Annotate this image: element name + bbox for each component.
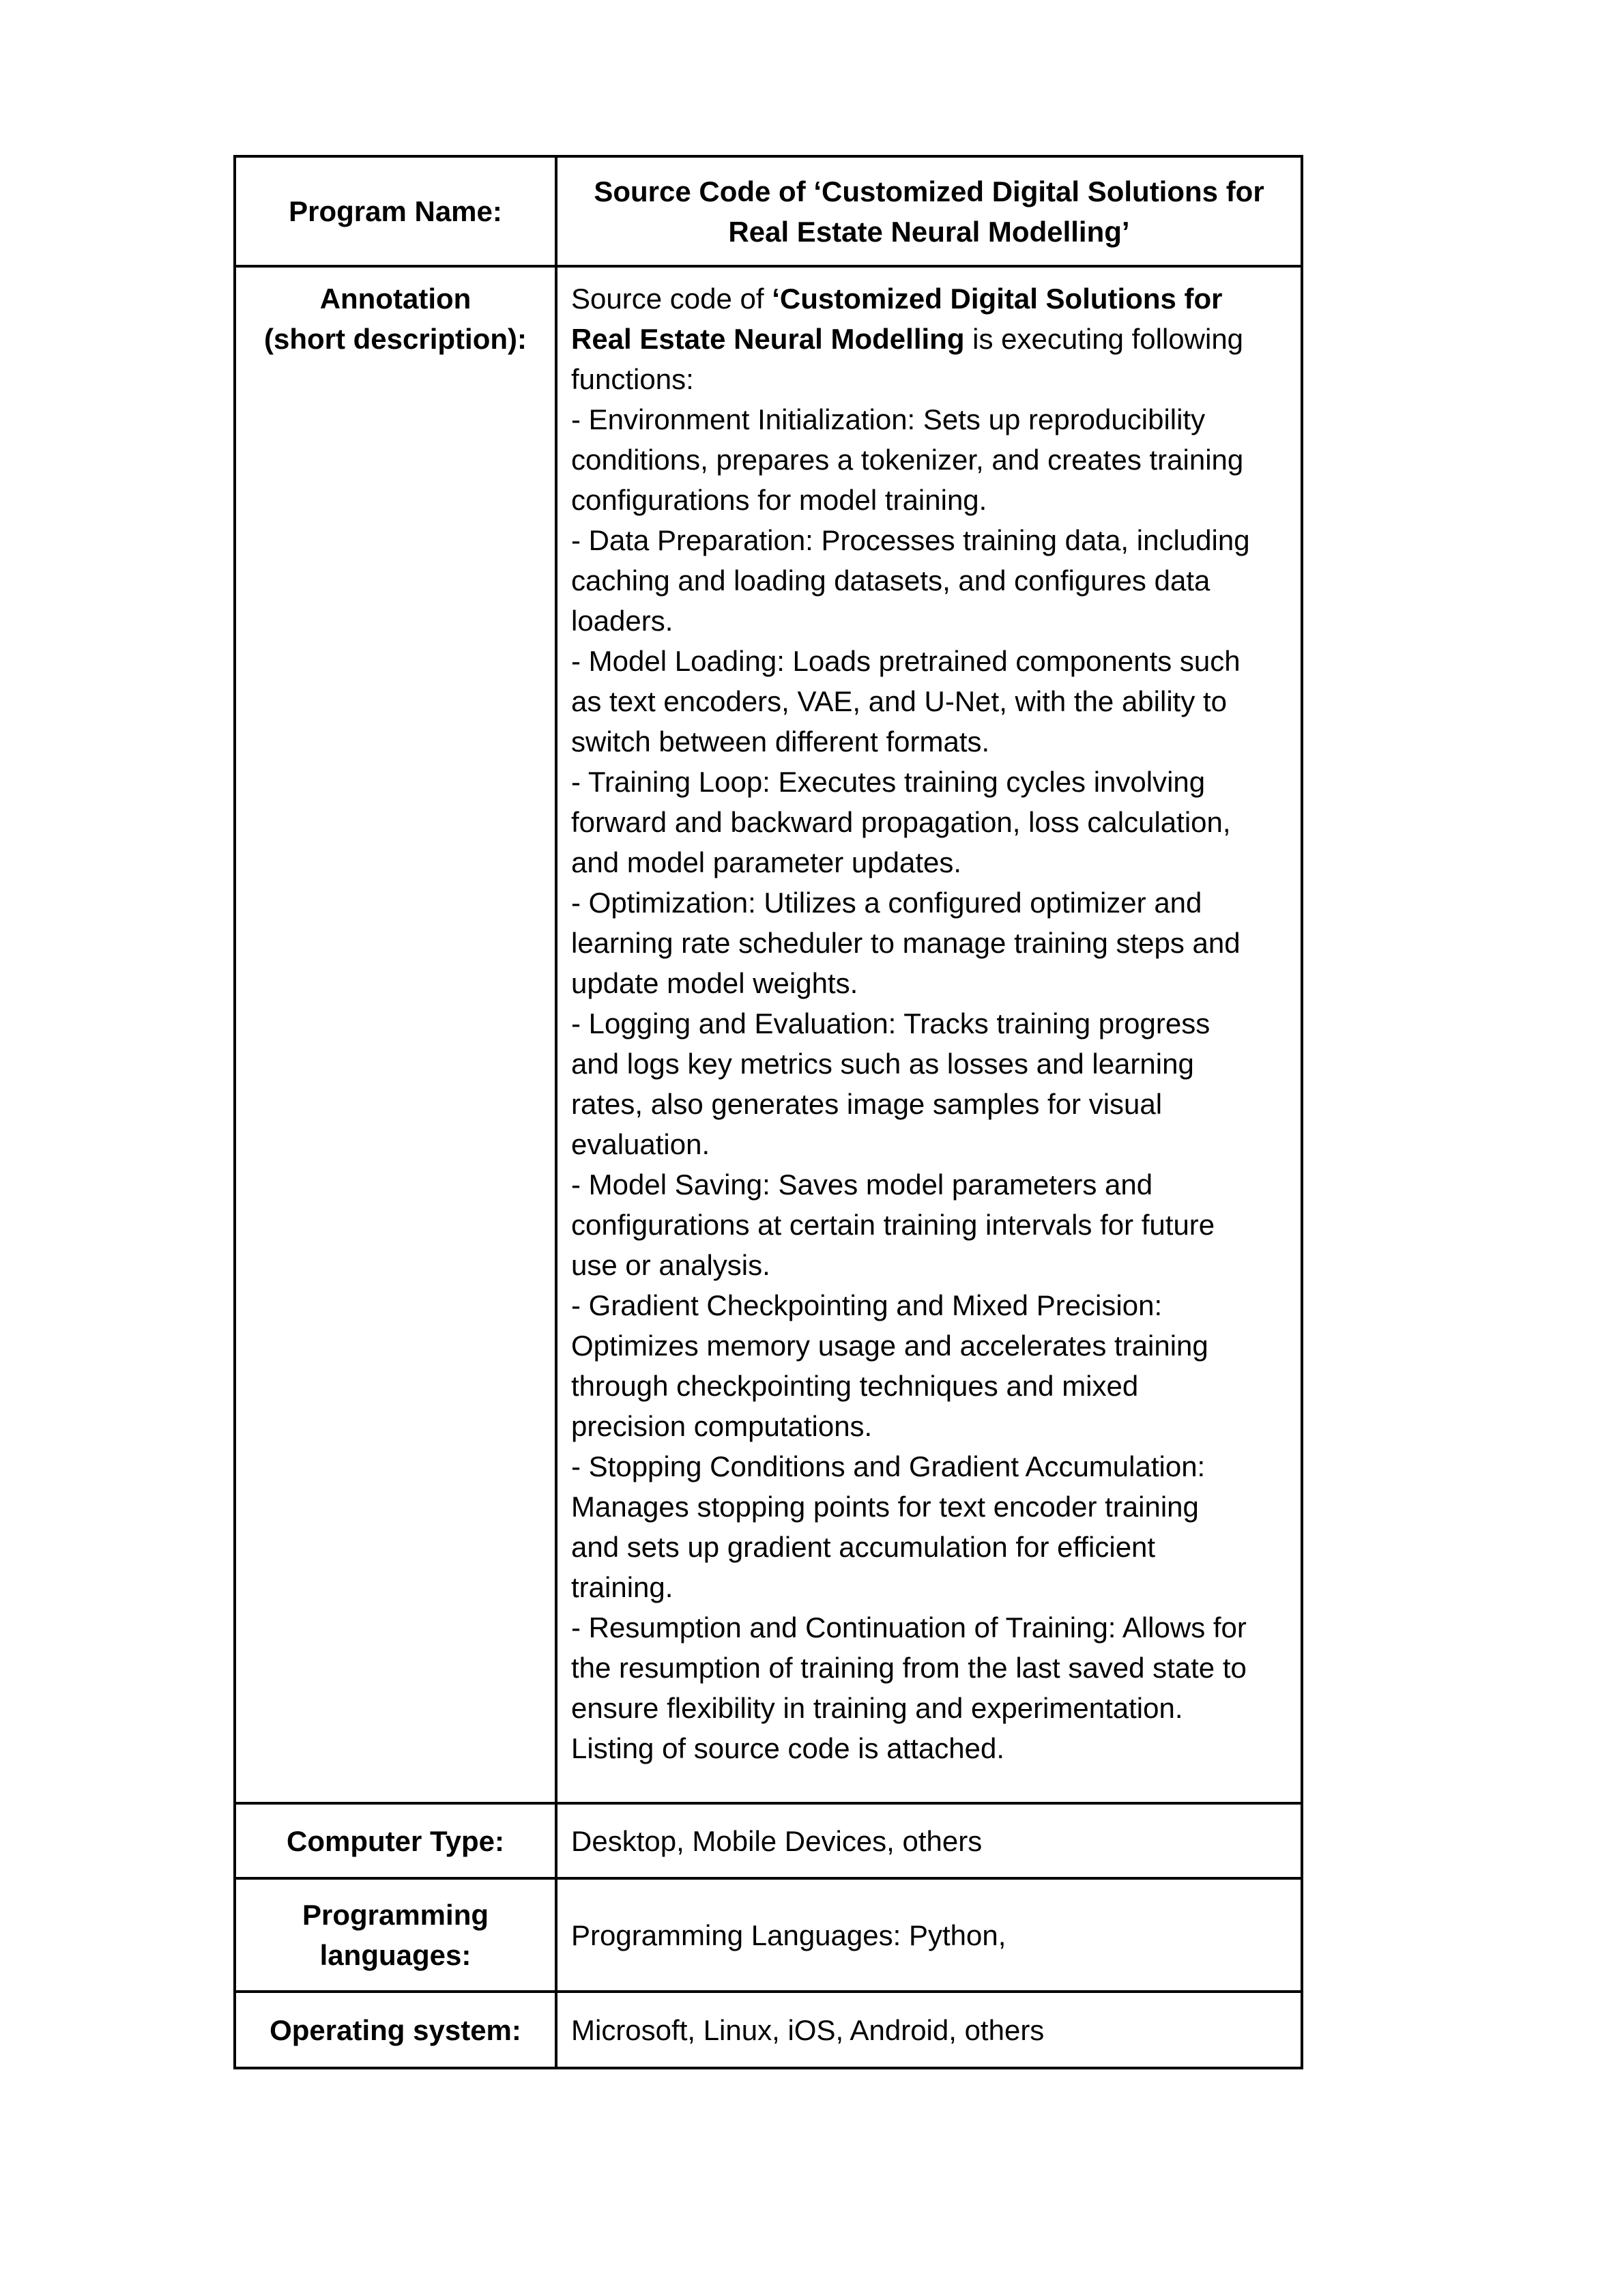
intro-bold-title: Real Estate Neural Modelling [571, 323, 965, 355]
annotation-text-line: - Optimization: Utilizes a configured optimizer and [571, 887, 1202, 919]
annotation-label-line: (short description): [264, 323, 527, 355]
annotation-text-line: - Model Saving: Saves model parameters and [571, 1168, 1153, 1201]
annotation-text-line: Listing of source code is attached. [571, 1732, 1005, 1764]
annotation-text-line: - Data Preparation: Processes training data, including [571, 524, 1250, 556]
annotation-text-line: - Gradient Checkpointing and Mixed Precision: [571, 1289, 1163, 1321]
annotation-text-line: and model parameter updates. [571, 846, 962, 878]
annotation-text-line: training. [571, 1571, 673, 1603]
annotation-text-line: Manages stopping points for text encoder training [571, 1491, 1199, 1523]
annotation-label [235, 266, 556, 1803]
operating-system-label: Operating system: [235, 1992, 556, 2068]
row-operating-system [235, 1992, 1302, 2068]
program-name-line: Source Code of ‘Customized Digital Solutions for [594, 175, 1264, 207]
annotation-text-line: switch between different formats. [571, 726, 990, 758]
annotation-text-line: learning rate scheduler to manage training steps and [571, 927, 1241, 959]
annotation-text-line: loaders. [571, 605, 673, 637]
annotation-text-line: caching and loading datasets, and configures data [571, 564, 1210, 597]
annotation-text-line: use or analysis. [571, 1249, 770, 1281]
intro-bold-title: ‘Customized Digital Solutions for [772, 283, 1223, 315]
operating-system-value: Microsoft, Linux, iOS, Android, others [556, 1992, 1302, 2068]
annotation-text-line: - Resumption and Continuation of Training: Allows for [571, 1611, 1247, 1644]
annotation-text-line: - Stopping Conditions and Gradient Accumulation: [571, 1450, 1206, 1482]
annotation-text-line: - Model Loading: Loads pretrained components such [571, 645, 1241, 677]
annotation-text-line: and logs key metrics such as losses and learning [571, 1048, 1194, 1080]
computer-type-value: Desktop, Mobile Devices, others [556, 1803, 1302, 1878]
annotation-function-list [571, 399, 1287, 1768]
annotation-text-line: - Environment Initialization: Sets up reproducibility [571, 403, 1206, 435]
annotation-text-line: configurations at certain training intervals for future [571, 1209, 1215, 1241]
annotation-text-line: and sets up gradient accumulation for efficient [571, 1531, 1156, 1563]
annotation-text-line: rates, also generates image samples for visual [571, 1088, 1163, 1120]
annotation-text-line: precision computations. [571, 1410, 873, 1442]
row-computer-type [235, 1803, 1302, 1878]
annotation-text-line: configurations for model training. [571, 484, 987, 516]
annotation-text-line: Optimizes memory usage and accelerates training [571, 1330, 1208, 1362]
row-program-name [235, 156, 1302, 266]
annotation-text-line: the resumption of training from the last saved state to [571, 1652, 1247, 1684]
intro-plain: is executing following [964, 323, 1244, 355]
annotation-text-line: update model weights. [571, 967, 858, 999]
annotation-intro-line [571, 319, 1287, 359]
programming-languages-label [235, 1878, 556, 1992]
annotation-intro-line [571, 278, 1287, 319]
programming-languages-label-line: languages: [319, 1939, 472, 1971]
programming-languages-label-line: Programming [302, 1899, 489, 1931]
annotation-label-line: Annotation [319, 283, 472, 315]
annotation-text-line: - Training Loop: Executes training cycles involving [571, 766, 1206, 798]
annotation-text-line: conditions, prepares a tokenizer, and creates training [571, 444, 1244, 476]
row-programming-languages [235, 1878, 1302, 1992]
intro-plain: Source code of [571, 283, 772, 315]
annotation-text-line: forward and backward propagation, loss calculation, [571, 806, 1231, 838]
annotation-text-line: ensure flexibility in training and experimentation. [571, 1692, 1183, 1724]
annotation-text-line: evaluation. [571, 1128, 710, 1160]
program-name-label: Program Name: [235, 156, 556, 266]
row-annotation [235, 266, 1302, 1803]
computer-type-label: Computer Type: [235, 1803, 556, 1878]
annotation-value [556, 266, 1302, 1803]
annotation-text-line: - Logging and Evaluation: Tracks training progress [571, 1007, 1210, 1039]
program-name-line: Real Estate Neural Modelling’ [728, 215, 1130, 248]
annotation-text-line: as text encoders, VAE, and U-Net, with the ability to [571, 685, 1228, 717]
annotation-intro-line: functions: [571, 363, 694, 395]
programming-languages-value: Programming Languages: Python, [556, 1878, 1302, 1992]
program-name-value [556, 156, 1302, 266]
program-info-table [233, 155, 1303, 2069]
annotation-text-line: through checkpointing techniques and mixed [571, 1370, 1139, 1402]
